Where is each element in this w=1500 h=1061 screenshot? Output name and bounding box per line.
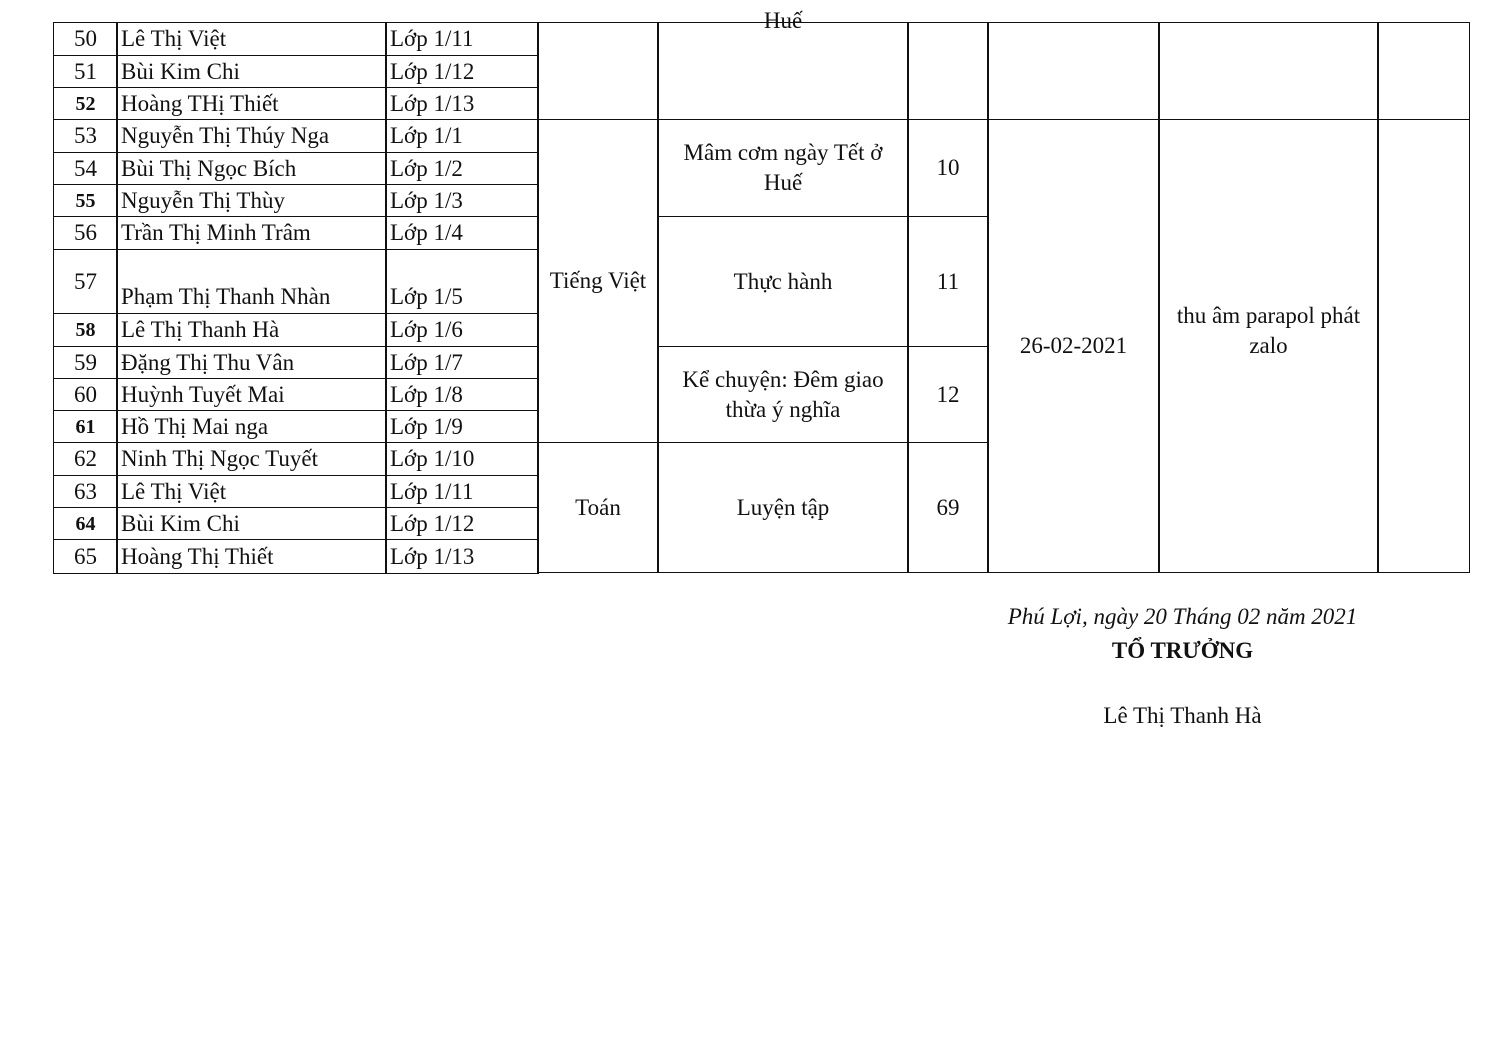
class-name: Lớp 1/10: [385, 442, 539, 476]
teacher-name: Lê Thị Việt: [116, 22, 387, 56]
method-text: thu âm parapol phát zalo: [1176, 303, 1361, 358]
row-number: 63: [53, 475, 118, 508]
note-cell-empty: [1377, 119, 1470, 573]
row-number: 51: [53, 55, 118, 88]
class-name: Lớp 1/7: [385, 346, 539, 379]
teacher-name: Huỳnh Tuyết Mai: [116, 378, 387, 411]
subject-cell-empty: [537, 22, 659, 120]
teacher-name: Hồ Thị Mai nga: [116, 410, 387, 443]
period-cell: [907, 119, 989, 217]
teacher-name: Trần Thị Minh Trâm: [116, 216, 387, 250]
class-name: Lớp 1/11: [385, 475, 539, 508]
method-cell-empty: [1158, 22, 1379, 120]
period-cell: [907, 442, 989, 573]
class-name: Lớp 1/12: [385, 507, 539, 540]
teacher-name: Bùi Kim Chi: [116, 507, 387, 540]
lesson-cell: [657, 346, 909, 443]
place-date-line: Phú Lợi, ngày 20 Tháng 02 năm 2021: [1007, 604, 1358, 629]
row-number: 53: [53, 119, 118, 153]
date-cell-empty: [987, 22, 1160, 120]
row-number: 64: [53, 507, 118, 540]
lesson-text: Mâm cơm ngày Tết ở Huế: [683, 140, 883, 195]
teacher-name: Hoàng THị Thiết: [116, 87, 387, 120]
note-cell-empty: [1377, 22, 1470, 120]
lesson-cell-clipped: [657, 8, 909, 120]
class-name: Lớp 1/11: [385, 22, 539, 56]
subject-text: Toán: [575, 494, 621, 520]
teacher-name: Nguyễn Thị Thùy: [116, 184, 387, 217]
class-name: Lớp 1/13: [385, 539, 539, 574]
date-cell: [987, 119, 1160, 573]
period-text: 11: [936, 268, 960, 294]
lesson-text: Huế: [763, 8, 803, 33]
class-name: Lớp 1/1: [385, 119, 539, 153]
row-number: 59: [53, 346, 118, 379]
row-number: 54: [53, 152, 118, 185]
row-number: 50: [53, 22, 118, 56]
class-name: Lớp 1/5: [385, 249, 539, 314]
teacher-name: Lê Thị Việt: [116, 475, 387, 508]
lesson-text: Luyện tập: [736, 494, 830, 520]
class-name: Lớp 1/2: [385, 152, 539, 185]
row-number: 62: [53, 442, 118, 476]
teacher-name: Nguyễn Thị Thúy Nga: [116, 119, 387, 153]
teacher-name: Ninh Thị Ngọc Tuyết: [116, 442, 387, 476]
teacher-name: Bùi Kim Chi: [116, 55, 387, 88]
row-number: 60: [53, 378, 118, 411]
row-number: 65: [53, 539, 118, 574]
lesson-text: Kể chuyện: Đêm giao thừa ý nghĩa: [682, 366, 884, 422]
class-name: Lớp 1/3: [385, 184, 539, 217]
teacher-name: Hoàng Thị Thiết: [116, 539, 387, 574]
period-text: 12: [936, 381, 960, 407]
class-name: Lớp 1/8: [385, 378, 539, 411]
row-number: 52: [53, 87, 118, 120]
row-number: 55: [53, 184, 118, 217]
teacher-name: Phạm Thị Thanh Nhàn: [116, 249, 387, 314]
class-name: Lớp 1/12: [385, 55, 539, 88]
lesson-cell: [657, 216, 909, 347]
subject-cell: [537, 442, 659, 573]
teacher-name: Lê Thị Thanh Hà: [116, 313, 387, 347]
class-name: Lớp 1/9: [385, 410, 539, 443]
row-number: 61: [53, 410, 118, 443]
row-number: 56: [53, 216, 118, 250]
period-text: 69: [936, 494, 960, 520]
period-cell-empty: [907, 22, 989, 120]
teacher-name: Bùi Thị Ngọc Bích: [116, 152, 387, 185]
signer-role: TỔ TRƯỞNG: [1111, 638, 1254, 663]
period-text: 10: [936, 155, 960, 180]
lesson-cell: [657, 442, 909, 573]
lesson-text: Thực hành: [733, 268, 833, 294]
row-number: 57: [53, 249, 118, 314]
teacher-name: Đặng Thị Thu Vân: [116, 346, 387, 379]
period-cell: [907, 216, 989, 347]
subject-text: Tiếng Việt: [549, 268, 647, 293]
subject-cell: [537, 119, 659, 443]
row-number: 58: [53, 313, 118, 347]
class-name: Lớp 1/13: [385, 87, 539, 120]
signer-name: Lê Thị Thanh Hà: [1103, 703, 1262, 728]
lesson-cell: [657, 119, 909, 217]
date-text: 26-02-2021: [1019, 333, 1128, 358]
class-name: Lớp 1/6: [385, 313, 539, 347]
period-cell: [907, 346, 989, 443]
class-name: Lớp 1/4: [385, 216, 539, 250]
method-cell: [1158, 119, 1379, 573]
